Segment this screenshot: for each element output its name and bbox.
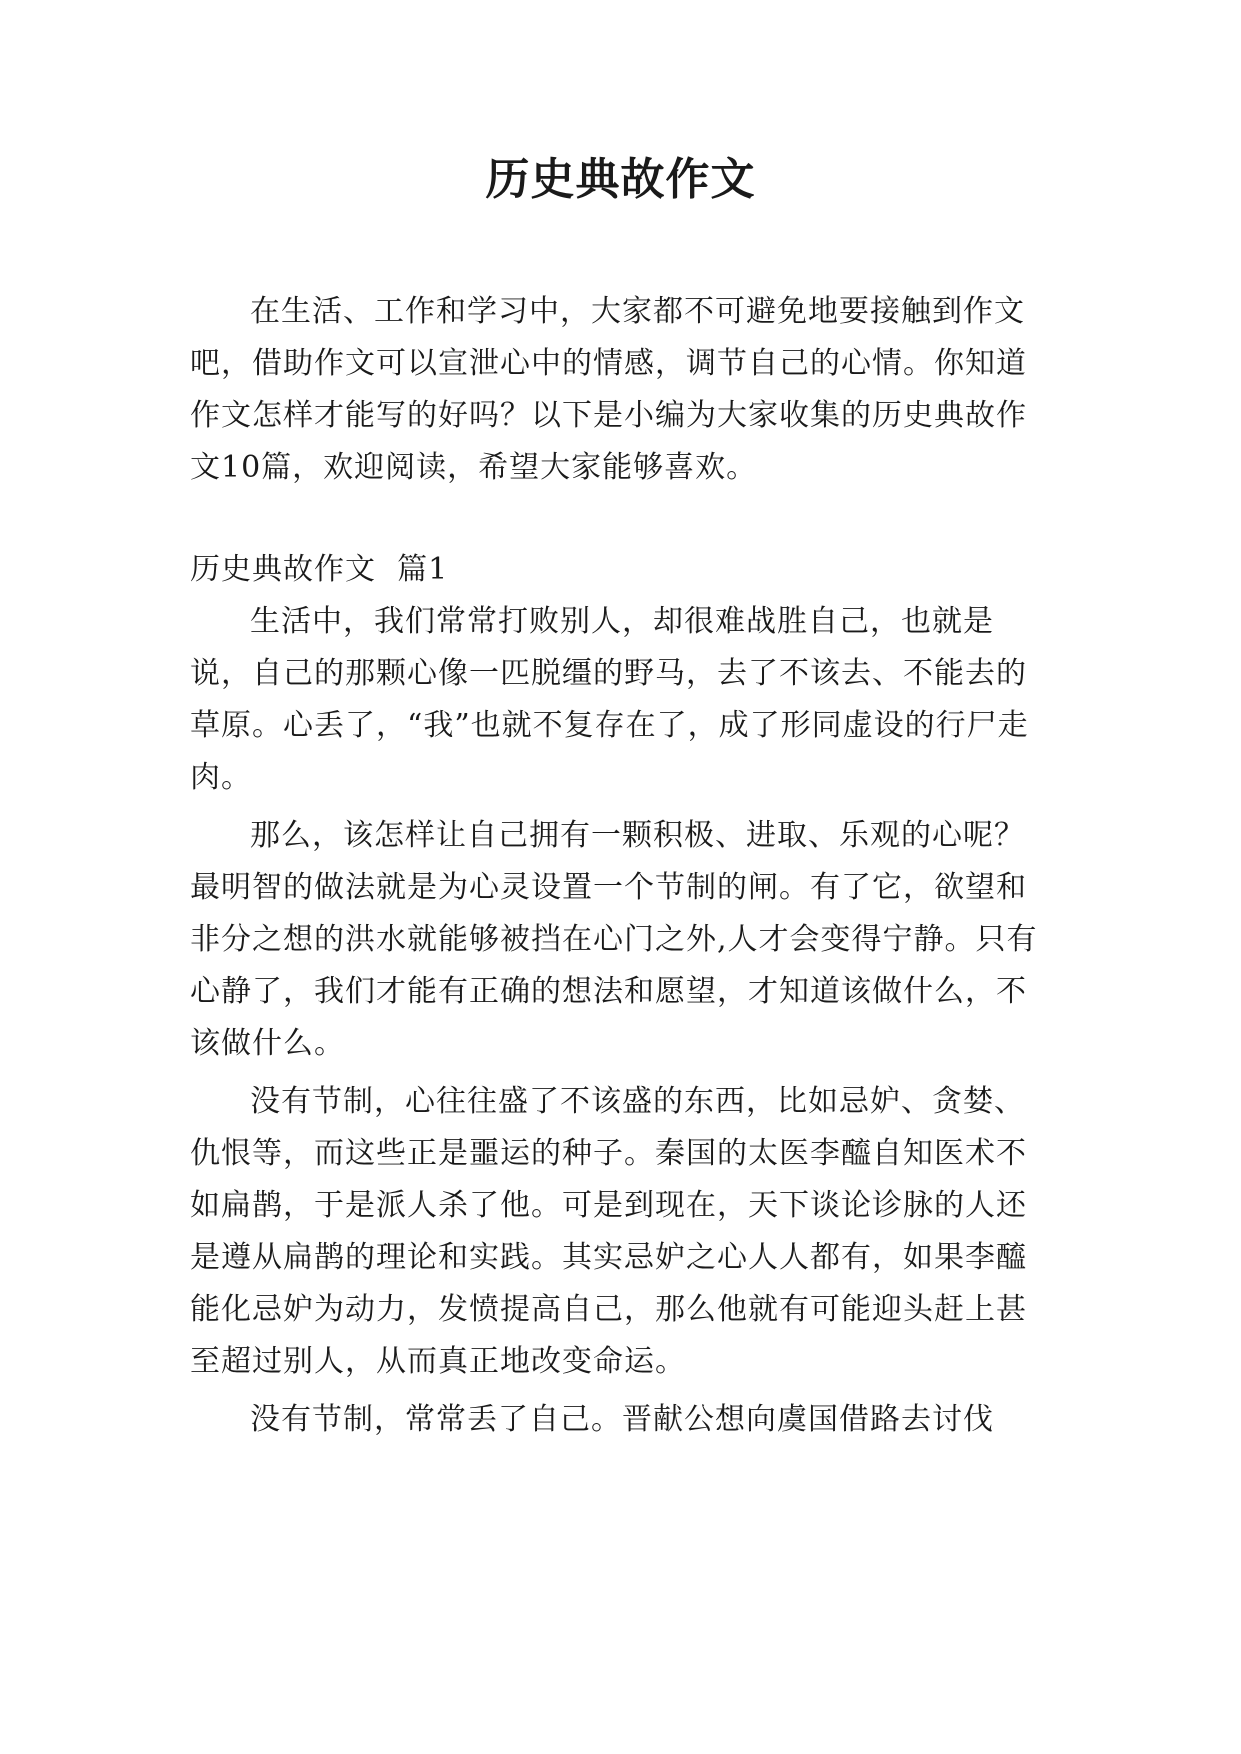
body-paragraph: 没有节制，常常丢了自己。晋献公想向虞国借路去讨伐 (250, 1402, 994, 1437)
intro-paragraph: 在生活、工作和学习中，大家都不可避免地要接触到作文吧，借助作文可以宣泄心中的情感，调节自己的心情。你知道作文怎样才能写的好吗？以下是小编为大家收集的历史典故作文10篇，欢迎阅读，希望大家能够喜欢。 (190, 294, 1027, 485)
body-paragraph: 生活中，我们常常打败别人，却很难战胜自己，也就是说，自己的那颗心像一匹脱缰的野马，去了不该去、不能去的草原。心丢了，“我”也就不复存在了，成了形同虚设的行尸走肉。 (190, 604, 1029, 795)
body-paragraph: 没有节制，心往往盛了不该盛的东西，比如忌妒、贪婪、仇恨等，而这些正是噩运的种子。秦国的太医李醯自知医术不如扁鹊，于是派人杀了他。可是到现在，天下谈论诊脉的人还是遵从扁鹊的理论和实践。其实忌妒之心人人都有，如果李醯能化忌妒为动力，发愤提高自己，那么他就有可能迎头赶上甚至超过别人，从而真正地改变命运。 (190, 1084, 1027, 1379)
document-body (190, 286, 1054, 1446)
body-paragraph: 那么，该怎样让自己拥有一颗积极、进取、乐观的心呢？最明智的做法就是为心灵设置一个节制的闸。有了它，欲望和非分之想的洪水就能够被挡在心门之外,人才会变得宁静。只有心静了，我们才能有正确的想法和愿望，才知道该做什么，不该做什么。 (190, 818, 1038, 1061)
section-heading: 历史典故作文 篇1 (190, 552, 449, 587)
document-title: 历史典故作文 (485, 154, 756, 205)
